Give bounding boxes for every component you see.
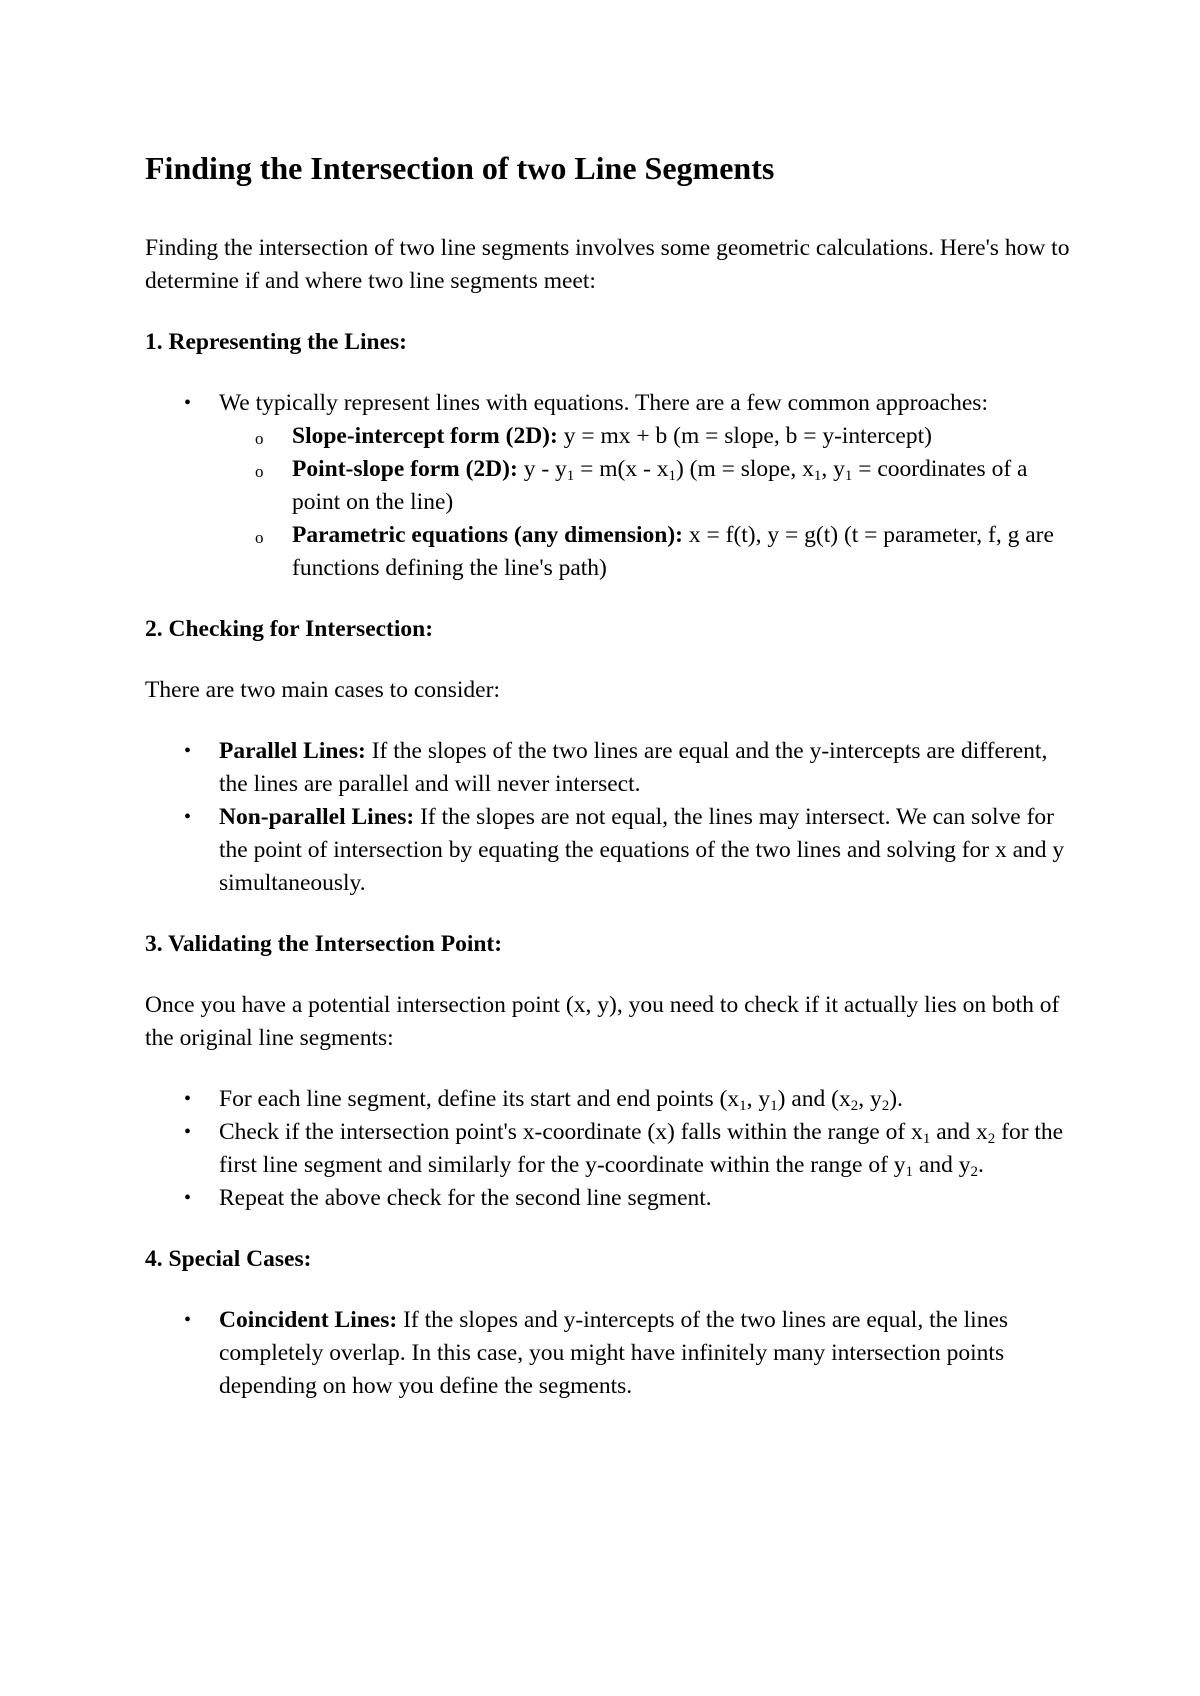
subscript: 2	[850, 1098, 859, 1114]
sub-list	[219, 420, 1080, 585]
subscript: 1	[922, 1131, 931, 1147]
term-text: y = mx + b (m = slope, b = y-intercept)	[557, 423, 932, 449]
section-2-list	[145, 735, 1080, 900]
bullet-icon: •	[184, 392, 192, 414]
circle-bullet-icon: o	[255, 528, 264, 547]
term-text: x = f(t), y = g(t) (t = parameter, f, g are functions defining the line's path)	[292, 522, 1054, 581]
text-run: for the first line segment and similarly for the y-coordinate within the range of y	[219, 1119, 1064, 1178]
list-item	[145, 1116, 1080, 1182]
term-text: If the slopes and y-intercepts of the two lines are equal, the lines completely overlap. In this case, you might have infinitely many intersection points depending on how you define the segments.	[219, 1307, 1009, 1399]
list-item	[145, 735, 1080, 801]
section-1-list	[145, 387, 1080, 585]
list-item	[145, 1083, 1080, 1116]
section-4-list	[145, 1304, 1080, 1403]
subscript: 1	[905, 1164, 914, 1180]
term-label: Point-slope form (2D):	[292, 456, 518, 482]
term-label: Non-parallel Lines:	[219, 804, 415, 830]
subscript: 2	[987, 1131, 996, 1147]
subscript: 1	[668, 468, 676, 484]
bullet-icon: •	[184, 806, 192, 828]
sub-list-item	[219, 453, 1080, 519]
text-run: For each line segment, define its start and end points (x	[219, 1086, 740, 1112]
subscript: 2	[970, 1164, 978, 1180]
list-item-text: We typically represent lines with equations. There are a few common approaches:	[219, 390, 988, 416]
text-run: and y	[913, 1152, 971, 1178]
text-run: = m(x - x	[574, 456, 669, 482]
text-run: , y	[858, 1086, 882, 1112]
text-run: Check if the intersection point's x-coordinate (x) falls within the range of x	[219, 1119, 923, 1145]
term-label: Slope-intercept form (2D):	[292, 423, 558, 449]
subscript: 1	[739, 1098, 747, 1114]
section-2-heading: 2. Checking for Intersection:	[145, 616, 434, 642]
list-item	[145, 387, 1080, 585]
text-run: ).	[889, 1086, 903, 1112]
term-text: If the slopes of the two lines are equal and the y-intercepts are different, the lines are parallel and will never intersect.	[219, 738, 1048, 797]
subscript: 2	[881, 1098, 890, 1114]
term-label: Parametric equations (any dimension):	[292, 522, 683, 548]
term-text: If the slopes are not equal, the lines may intersect. We can solve for the point of intersection by equating the equations of the two lines and solving for x and y simultaneously.	[219, 804, 1065, 896]
intro-paragraph: Finding the intersection of two line segments involves some geometric calculations. Here's how to determine if and where two line segments meet:	[145, 235, 1070, 294]
list-item-text: Repeat the above check for the second line segment.	[219, 1185, 712, 1211]
list-item	[145, 1304, 1080, 1403]
section-3-paragraph: Once you have a potential intersection point (x, y), you need to check if it actually lies on both of the original line segments:	[145, 992, 1060, 1051]
bullet-icon: •	[184, 1309, 192, 1331]
document-title: Finding the Intersection of two Line Segments	[145, 150, 775, 186]
bullet-icon: •	[184, 1187, 192, 1209]
section-3-list	[145, 1083, 1080, 1215]
sub-list-item	[219, 420, 1080, 453]
sub-list-item	[219, 519, 1080, 585]
text-run: , y	[746, 1086, 771, 1112]
list-item	[145, 1182, 1080, 1215]
bullet-icon: •	[184, 1088, 192, 1110]
text-run: , y	[821, 456, 845, 482]
subscript: 1	[813, 468, 822, 484]
text-run: and x	[930, 1119, 988, 1145]
subscript: 1	[844, 468, 853, 484]
section-3-heading: 3. Validating the Intersection Point:	[145, 931, 503, 957]
list-item	[145, 801, 1080, 900]
subscript: 1	[566, 468, 575, 484]
term-label: Parallel Lines:	[219, 738, 366, 764]
bullet-icon: •	[184, 740, 192, 762]
text-run: ) and (x	[777, 1086, 851, 1112]
section-2-paragraph: There are two main cases to consider:	[145, 677, 500, 703]
circle-bullet-icon: o	[255, 429, 264, 448]
text-run: ) (m = slope, x	[675, 456, 814, 482]
term-label: Coincident Lines:	[219, 1307, 398, 1333]
section-1-heading: 1. Representing the Lines:	[145, 329, 407, 355]
text-run: .	[977, 1152, 984, 1178]
subscript: 1	[770, 1098, 778, 1114]
section-4-heading: 4. Special Cases:	[145, 1246, 312, 1272]
text-run: = coordinates of a point on the line)	[292, 456, 1028, 515]
bullet-icon: •	[184, 1121, 192, 1143]
circle-bullet-icon: o	[255, 462, 264, 481]
text-run: y - y	[517, 456, 567, 482]
